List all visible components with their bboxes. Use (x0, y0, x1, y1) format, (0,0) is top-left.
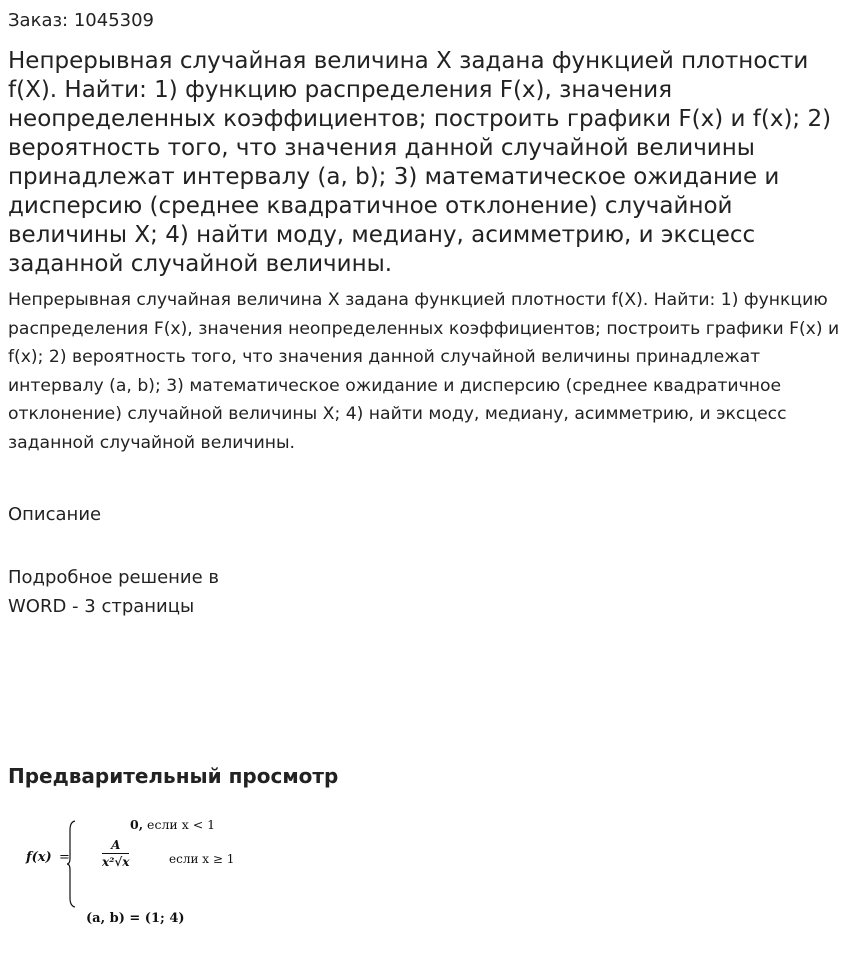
formula-lhs: f(x) (26, 850, 52, 865)
formula-case-1 (130, 817, 215, 832)
brace-icon (66, 820, 76, 908)
fraction-denominator: x²√x (102, 855, 130, 869)
formula-interval: (a, b) = (1; 4) (86, 911, 185, 926)
solution-format: Подробное решение в (8, 567, 220, 588)
page-title: Непрерывная случайная величина X задана функцией плотности f(X). Найти: 1) функцию распределения F(x), значения неопределенных коэффициентов; построить графики F(x) и f(x); 2) вероятность того, что значения данной случайной величины принадлежат интервалу (a, b); 3) математическое ожидание и дисперсию (среднее квадратичное отклонение) случайной величины X; 4) найти моду, медиану, асимметрию, и эксцесс заданной случайной величины. (8, 48, 832, 277)
description-heading: Описание (8, 504, 102, 525)
formula-fraction (102, 838, 129, 869)
fraction-numerator: A (111, 838, 121, 852)
solution-details (8, 563, 268, 621)
case-2-condition: если x ≥ 1 (169, 852, 235, 866)
order-label: Заказ: (8, 10, 69, 31)
formula-equals: = (59, 850, 70, 865)
case-1-condition: если x < 1 (147, 817, 216, 832)
order-number (8, 9, 154, 33)
task-description: Непрерывная случайная величина X задана функцией плотности f(X). Найти: 1) функцию распределения F(x), значения неопределенных коэффициентов; построить графики F(x) и f(x); 2) вероятность того, что значения данной случайной величины принадлежат интервалу (a, b); 3) математическое ожидание и дисперсию (среднее квадратичное отклонение) случайной величины X; 4) найти моду, медиану, асимметрию, и эксцесс заданной случайной величины. (8, 290, 840, 453)
order-id: 1045309 (73, 10, 155, 31)
solution-pages: WORD - 3 страницы (8, 596, 195, 617)
preview-heading: Предварительный просмотр (8, 764, 339, 788)
preview-formula-image (26, 812, 266, 937)
case-1-value: 0, (130, 817, 144, 832)
